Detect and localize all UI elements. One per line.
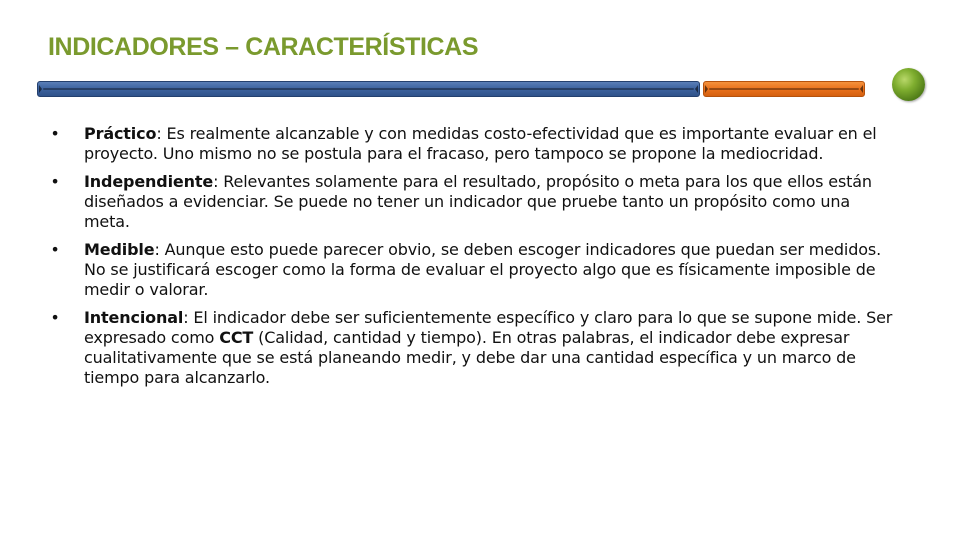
- item-separator: :: [156, 124, 162, 143]
- bar-groove: [709, 88, 859, 90]
- bullet-icon: •: [50, 124, 60, 143]
- list-item-practico: [48, 124, 898, 164]
- list-item-intencional: [48, 308, 898, 388]
- item-term: Intencional: [84, 308, 184, 327]
- slide-title: INDICADORES – CARACTERÍSTICAS: [48, 33, 479, 61]
- bullet-icon: •: [50, 308, 60, 327]
- item-term: Práctico: [84, 124, 157, 143]
- item-separator: :: [154, 240, 160, 259]
- decorative-orange-bar: [703, 81, 865, 97]
- bar-left-cap-icon: [705, 85, 708, 93]
- bar-right-cap-icon: [695, 85, 698, 93]
- bar-groove: [43, 88, 694, 90]
- item-text: El indicador debe ser suficientemente específico y claro para lo que se supone mide. Ser expresado como: [84, 308, 893, 347]
- item-term: Medible: [84, 240, 155, 259]
- item-text: Aunque esto puede parecer obvio, se deben escoger indicadores que puedan ser medidos. No se justificará escoger como la forma de evaluar el proyecto algo que es físicamente imposible de medir o valorar.: [84, 240, 881, 299]
- decorative-blue-bar: [37, 81, 700, 97]
- item-text-continued: (Calidad, cantidad y tiempo). En otras palabras, el indicador debe expresar cualitativamente que se está planeando medir, y debe dar una cantidad específica y un marco de tiempo para alcanzarlo.: [84, 328, 856, 387]
- bullet-list: [48, 124, 898, 396]
- bar-right-cap-icon: [860, 85, 863, 93]
- bar-left-cap-icon: [39, 85, 42, 93]
- bullet-icon: •: [50, 172, 60, 191]
- item-separator: :: [183, 308, 189, 327]
- bullet-icon: •: [50, 240, 60, 259]
- item-text: Relevantes solamente para el resultado, propósito o meta para los que ellos están diseñados a evidenciar. Se puede no tener un indicador que pruebe tanto un propósito como una meta.: [84, 172, 872, 231]
- item-emphasis: CCT: [219, 328, 254, 347]
- item-text: Es realmente alcanzable y con medidas costo-efectividad que es importante evaluar en el proyecto. Uno mismo no se postula para el fracaso, pero tampoco se propone la mediocridad.: [84, 124, 877, 163]
- item-separator: :: [213, 172, 219, 191]
- list-item-independiente: [48, 172, 898, 232]
- item-term: Independiente: [84, 172, 214, 191]
- list-item-medible: [48, 240, 898, 300]
- green-ball-icon: [892, 68, 925, 101]
